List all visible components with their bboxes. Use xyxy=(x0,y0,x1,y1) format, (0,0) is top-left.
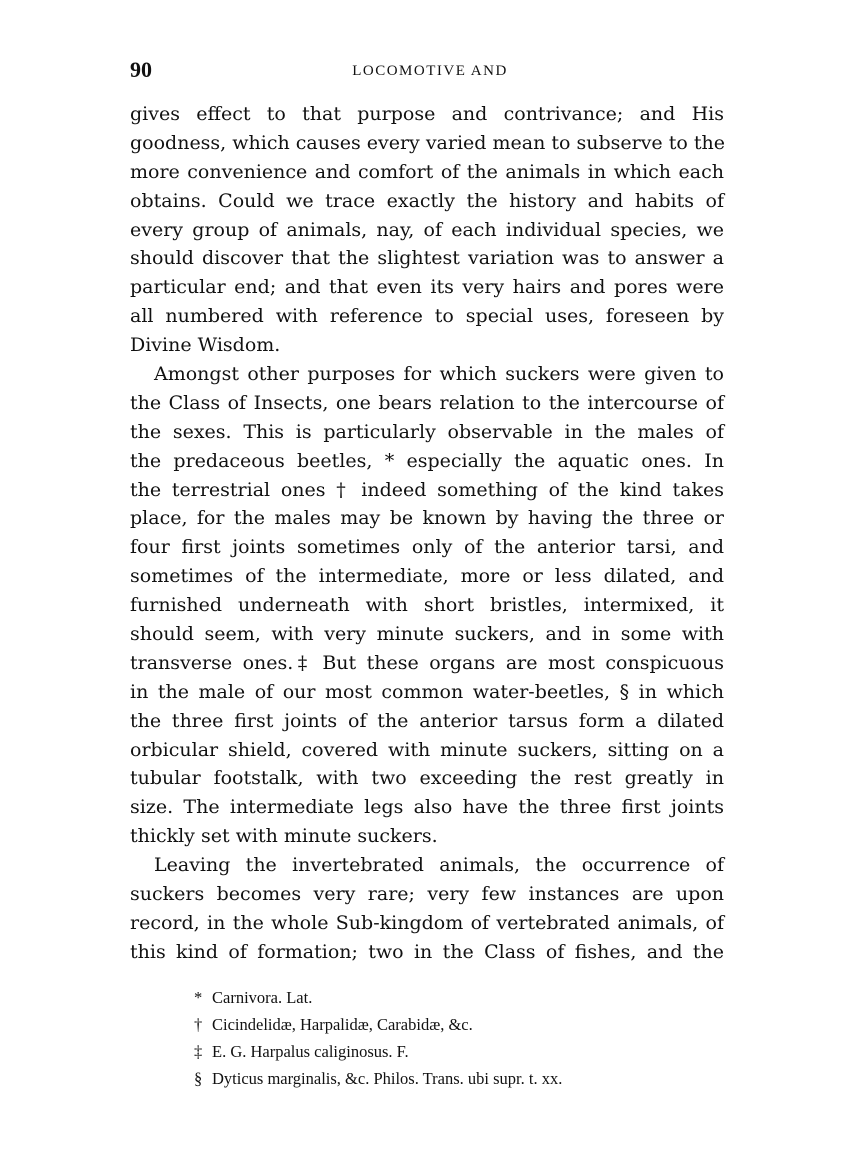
text-line: the terrestrial ones † indeed something of the kind takes xyxy=(130,478,724,501)
text-line: Leaving the invertebrated animals, the occurrence of xyxy=(154,854,724,877)
running-head: LOCOMOTIVE AND xyxy=(352,63,508,79)
footnote-text: Carnivora. Lat. xyxy=(212,988,313,1007)
page-number: 90 xyxy=(130,57,152,82)
text-line: should seem, with very minute suckers, and in some with xyxy=(130,623,724,646)
footnote-text: E. G. Harpalus caliginosus. F. xyxy=(212,1042,409,1061)
text-line: Amongst other purposes for which suckers were given to xyxy=(154,363,724,386)
footnote-mark: * xyxy=(194,988,203,1007)
text-line: suckers becomes very rare; very few instances are upon xyxy=(130,883,724,906)
footnote xyxy=(130,1011,724,1038)
text-line: Divine Wisdom. xyxy=(130,334,281,357)
paragraph xyxy=(130,100,724,360)
text-line: all numbered with reference to special uses, foreseen by xyxy=(130,305,724,328)
text-line: orbicular shield, covered with minute suckers, sitting on a xyxy=(130,738,724,761)
text-line: goodness, which causes every varied mean to subserve to the xyxy=(130,131,725,154)
paragraph xyxy=(130,851,724,967)
text-line: in the male of our most common water-beetles, § in which xyxy=(130,680,724,703)
footnote-mark: § xyxy=(194,1069,203,1088)
text-line: record, in the whole Sub-kingdom of vertebrated animals, of xyxy=(130,911,724,934)
text-line: thickly set with minute suckers. xyxy=(130,825,438,848)
text-line: the sexes. This is particularly observable in the males of xyxy=(130,420,724,443)
paragraph xyxy=(130,360,724,851)
text-line: transverse ones.‡ But these organs are most conspicuous xyxy=(130,651,724,674)
footnote-mark: ‡ xyxy=(194,1042,203,1061)
text-line: four first joints sometimes only of the anterior tarsi, and xyxy=(130,536,724,559)
footnotes xyxy=(130,984,724,1092)
footnote xyxy=(130,1038,724,1065)
text-line: should discover that the slightest variation was to answer a xyxy=(130,247,724,270)
text-line: sometimes of the intermediate, more or less dilated, and xyxy=(130,565,724,588)
footnote-mark: † xyxy=(194,1015,203,1034)
text-line: particular end; and that even its very hairs and pores were xyxy=(130,276,724,299)
text-line: place, for the males may be known by having the three or xyxy=(130,507,724,530)
text-line: obtains. Could we trace exactly the history and habits of xyxy=(130,189,724,212)
text-line: gives effect to that purpose and contrivance; and His xyxy=(130,103,724,125)
footnote-text: Dyticus marginalis, &c. Philos. Trans. ubi supr. t. xx. xyxy=(212,1069,563,1088)
footnote xyxy=(130,984,724,1011)
text-line: more convenience and comfort of the animals in which each xyxy=(130,160,724,183)
text-line: every group of animals, nay, of each individual species, we xyxy=(130,218,724,241)
text-line: the predaceous beetles, * especially the aquatic ones. In xyxy=(130,449,724,472)
text-line: furnished underneath with short bristles, intermixed, it xyxy=(130,594,724,617)
body-text xyxy=(130,100,724,967)
text-line: size. The intermediate legs also have the three first joints xyxy=(130,796,724,819)
text-line: the three first joints of the anterior tarsus form a dilated xyxy=(130,709,724,732)
text-line: tubular footstalk, with two exceeding the rest greatly in xyxy=(130,767,724,790)
footnote-text: Cicindelidæ, Harpalidæ, Carabidæ, &c. xyxy=(212,1015,473,1034)
text-line: the Class of Insects, one bears relation to the intercourse of xyxy=(130,391,724,414)
footnote xyxy=(130,1065,724,1092)
text-line: this kind of formation; two in the Class of fishes, and the xyxy=(130,940,724,963)
